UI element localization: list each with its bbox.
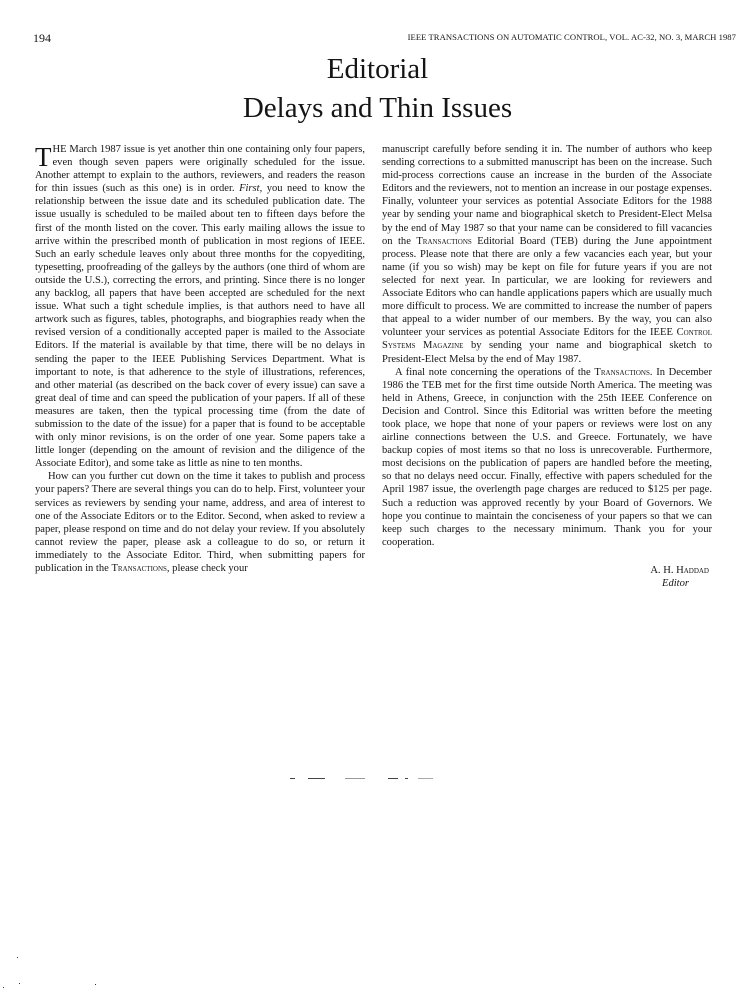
journal-name: Transactions bbox=[416, 235, 472, 247]
paragraph-text: , please check your bbox=[166, 563, 248, 574]
left-column bbox=[35, 143, 365, 575]
drop-cap: T bbox=[35, 142, 52, 172]
title-block bbox=[0, 52, 755, 126]
paragraph-text: . In December 1986 the TEB met for the first time outside North America. The meeting was held in Athens, Greece, in conjunction with the 25th IEEE Conference on Decision and Control. Since this Editorial was written before the meeting took place, we hope that none of your papers or reviews were lost on any airline connections between the U.S. and Greece. Fortunately, we have backup copies of most items so that no loss is unrecoverable. Furthermore, most decisions on the publication of papers are handled before the meeting, so that no delays need occur. Finally, effective with papers scheduled for the April 1987 issue, the overlength page charges are reduced to $125 per page. Such a reduction was approved recently by your Board of Governors. We hope you continue to maintain the conciseness of your papers so that we can keep such charges to the necessary minimum. Thank you for your cooperation. bbox=[382, 366, 712, 548]
section-title: Editorial bbox=[326, 53, 429, 85]
author-role: Editor bbox=[662, 578, 689, 589]
paragraph-text: A final note concerning the operations of the bbox=[395, 366, 595, 378]
paragraph-1 bbox=[35, 143, 365, 470]
paragraph-text: manuscript carefully before sending it in. The number of authors who keep sending corrections to a submitted manuscript has been on the increase. Such mid-process corrections cause an increase in the burden of the Associate Editors and the reviewers, not to mention an increase in our postage expenses. Finally, volunteer your services as potential Associate Editors for the 1988 year by sending your name and biographical sketch to President-Elect Melsa by the end of May 1987 so that your name can be considered to fill vacancies on the bbox=[382, 144, 712, 247]
paragraph-text: you need to know the relationship between the issue date and its scheduled publication date. The issue usually is scheduled to be mailed about ten to fifteen days before the first of the month listed on the cover. This early mailing allows the issue to arrive within the prescribed month of publication in most regions of IEEE. Such an early schedule leaves only about three months for the copyediting, typesetting, proofreading of the galleys by the authors (one third of whom are outside the U.S.), correcting the errors, and printing. Since there is no longer any backlog, all papers that have been accepted are scheduled for the next issue. What such a tight schedule implies, is that authors need to have all artwork such as figures, tables, photographs, and biographies ready when the revised version of a conditionally accepted paper is mailed to the Associate Editors. If the material is available by that time, there will be no delays in sending the paper to the IEEE Publishing Services Department. What is important to note, is that adherence to the style of illustrations, references, and other material (as described on the back cover of every issue) can save a great deal of time and can speed the publication of your papers. If all of these measures are taken, then the typical processing time (from the date of submission to the date of the issue) for a paper that is found to be acceptable with only minor revisions, is on the order of one year. Some papers take a little longer (depending on the amount of revision and the diligence of the Associate Editor), and some take as little as nine to ten months. bbox=[35, 183, 365, 470]
journal-citation: IEEE TRANSACTIONS ON AUTOMATIC CONTROL, VOL. AC-32, NO. 3, MARCH 1987 bbox=[407, 32, 736, 42]
editorial-title: Delays and Thin Issues bbox=[242, 92, 513, 124]
page-number: 194 bbox=[33, 31, 51, 45]
emphasis-first: First, bbox=[239, 183, 263, 195]
scan-speck bbox=[95, 984, 96, 985]
author-name: A. H. Haddad bbox=[650, 564, 709, 576]
scan-speck bbox=[17, 957, 18, 958]
paragraph-text: Editorial Board (TEB) during the June appointment process. Please note that there are only a few vacancies each year, but your name (if you so wish) may be kept on file for future years if you are not selected for next year. In particular, we are looking for reviewers and Associate Editors who can handle applications papers which are usually much more difficult to process. We are committed to increase the number of papers that appeal to a wider number of our members. By the way, you can also volunteer your services as potential Associate Editors for the IEEE bbox=[382, 235, 712, 339]
paragraph-text: HE March 1987 issue is yet another thin one containing only four papers, even though seven papers were originally scheduled for the issue. Another attempt to explain to the authors, reviewers, and readers the reason for thin issues (such as this one) is in order. bbox=[35, 144, 365, 195]
signature-block bbox=[382, 564, 712, 590]
paragraph-text: How can you further cut down on the time it takes to publish and process your papers? There are several things you can do to help. First, volunteer your services as reviewers by sending your name, address, and area of interest to one of the Associate Editors or to the Editor. Second, when asked to review a paper, please respond on time and do not delay your review. If you absolutely cannot review the paper, please ask a colleague to do so, or return it immediately to the Associate Editor. Third, when submitting papers for publication in the bbox=[35, 471, 365, 574]
scan-artifact-marks bbox=[290, 778, 440, 782]
paragraph-text: by sending your name and biographical sketch to President-Elect Melsa by the end of May 1987. bbox=[382, 340, 713, 365]
journal-name: Transactions bbox=[594, 366, 650, 378]
scan-speck bbox=[19, 983, 20, 984]
running-head bbox=[33, 31, 736, 45]
scan-speck bbox=[3, 987, 4, 988]
paragraph-4 bbox=[382, 366, 712, 549]
journal-name: Transactions bbox=[111, 563, 167, 574]
paragraph-2 bbox=[35, 470, 365, 575]
right-column bbox=[382, 143, 712, 590]
magazine-name: Control Systems Magazine bbox=[382, 327, 712, 352]
paragraph-3 bbox=[382, 143, 712, 366]
